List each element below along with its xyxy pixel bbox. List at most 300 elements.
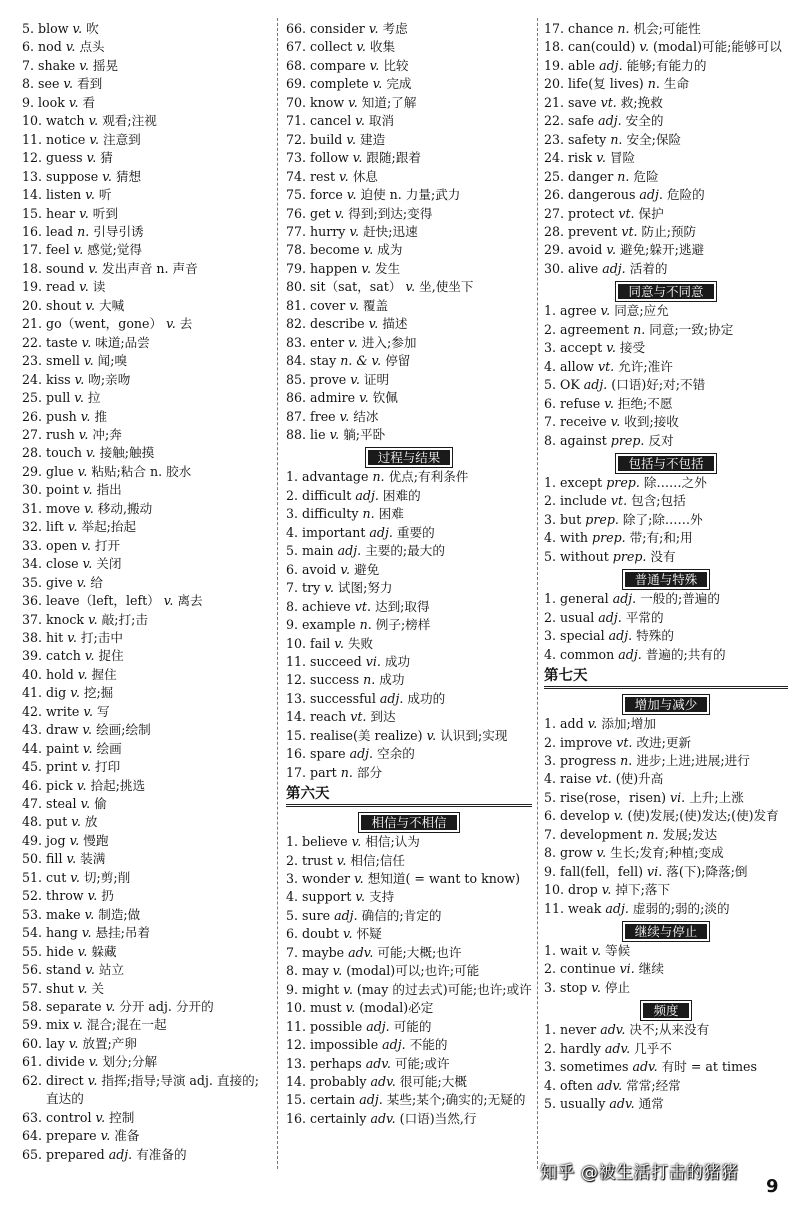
entry-number: 29. [22,463,43,479]
meaning: 同意;一致;协定 [649,321,734,337]
vocab-entry [286,524,532,542]
headword: might [302,981,340,997]
entry-text [42,241,270,259]
entry-number: 3. [286,506,299,522]
entry-text [306,408,532,426]
entry-number: 19. [544,57,565,73]
entry-number: 12. [22,150,43,166]
part-of-speech: v. [606,340,616,356]
meaning: 装满 [80,851,106,867]
entry-number: 36. [22,593,43,609]
headword: listen [46,187,82,203]
vocab-entry [544,432,788,450]
vocab-entry [22,444,270,462]
headword: main [302,543,334,559]
entry-number: 60. [22,1035,43,1051]
headword: go（went，gone） [46,316,163,332]
part-of-speech: v. [67,629,77,645]
headword: stay [310,353,337,369]
meaning: (may 的过去式)可能;也许;或许 [356,981,532,997]
headword: taste [46,334,78,350]
meaning: 冲;奔 [92,426,122,442]
entry-number: 57. [22,980,43,996]
part-of-speech: v. [361,260,371,276]
meaning: 没有 [650,548,676,564]
vocab-entry [22,869,270,887]
part-of-speech: v. [426,727,437,743]
entry-text [556,590,788,608]
part-of-speech: v. [68,1035,79,1051]
headword: lift [46,519,64,535]
vocab-entry [286,745,532,763]
entry-number: 23. [22,353,43,369]
entry-text [42,998,270,1016]
meaning: 结冰 [353,408,379,424]
meaning: 绘画 [96,740,122,756]
meaning: 能够;有能力的 [626,57,707,73]
entry-number: 26. [544,187,565,203]
entry-number: 3. [544,752,557,768]
headword: raise [560,771,592,787]
meaning: 保护 [638,205,664,221]
meaning: 改进;更新 [636,734,692,750]
headword: receive [560,414,607,430]
entry-text [298,487,532,505]
vocab-entry [544,627,788,645]
entry-number: 4. [544,530,557,546]
entry-text [42,481,270,499]
meaning: 支持 [369,889,395,905]
entry-text [306,149,532,167]
section-title: 增加与减少 [623,695,710,714]
headword: difficulty [302,506,359,522]
entry-number: 16. [22,223,43,239]
entry-number: 1. [544,1022,557,1038]
meaning: 看 [82,94,96,110]
entry-number: 24. [544,150,565,166]
meaning: 看到 [77,76,103,92]
headword: life(复 lives) [568,76,644,92]
part-of-speech: adj. [608,628,633,644]
part-of-speech: v. [600,303,611,319]
vocab-entry [22,850,270,868]
headword: cut [46,869,67,885]
meaning: 准备 [114,1128,140,1144]
part-of-speech: v. [343,981,353,997]
headword: control [46,1109,92,1125]
entry-number: 25. [544,168,565,184]
headword: perhaps [310,1055,362,1071]
vocab-entry [22,721,270,739]
entry-number: 6. [544,808,557,824]
meaning: 生命 [663,76,690,92]
section-title: 继续与停止 [623,922,710,941]
entry-text [42,518,270,536]
entry-text [298,561,532,579]
entry-number: 1. [544,303,557,319]
entry-text [556,1095,788,1113]
meaning: 去 [179,316,193,332]
headword: often [560,1077,593,1093]
entry-number: 21. [544,94,565,110]
meaning: 覆盖 [362,297,389,313]
vocab-entry [544,529,788,547]
entry-number: 6. [22,39,35,55]
section-heading [544,1000,788,1018]
headword: suppose [46,168,99,184]
entry-text [298,598,532,616]
section-title: 普通与特殊 [623,570,710,589]
entry-number: 54. [22,925,43,941]
entry-number: 3. [544,1059,557,1075]
meaning: 打印 [94,759,121,775]
vocab-entry [286,727,532,745]
vocab-entry [286,315,532,333]
entry-text [42,647,270,665]
meaning: 敲;打;击 [101,611,148,627]
part-of-speech: adj. [598,609,622,625]
headword: prepared [46,1146,105,1162]
part-of-speech: v. [363,242,374,258]
part-of-speech: adv. [609,1096,635,1112]
headword: support [302,889,352,905]
entry-number: 28. [22,445,43,461]
entry-text [306,112,532,130]
entry-text [42,592,270,610]
vocab-entry [544,321,788,339]
meaning: 试图;努力 [337,580,393,596]
headword: usually [560,1096,606,1112]
entry-text [298,852,532,870]
headword: special [560,628,605,644]
headword: without [560,548,609,564]
entry-number: 38. [22,629,43,645]
vocab-entry [286,389,532,407]
meaning: 分开 adj. 分开的 [119,999,214,1015]
entry-text [42,574,270,592]
headword: hear [46,205,76,221]
meaning: 猜想 [115,168,142,184]
vocab-column-3 [544,20,788,1114]
vocab-entry [286,907,532,925]
entry-text [42,537,270,555]
headword: knock [46,611,85,627]
headword: wait [560,943,588,959]
part-of-speech: v. [84,500,94,516]
meaning: 比较 [383,57,409,73]
headword: doubt [302,926,339,942]
vocab-entry [286,334,532,352]
section-title: 同意与不同意 [616,282,715,301]
meaning: 相信;认为 [365,834,420,850]
headword: nod [38,39,62,55]
entry-number: 22. [544,113,565,129]
entry-text [42,186,270,204]
entry-number: 7. [286,944,299,960]
entry-number: 11. [286,1018,307,1034]
vocab-entry [286,278,532,296]
entry-number: 18. [544,39,565,55]
meaning: 生长;发育;种植;变成 [610,845,724,861]
vocab-entry [286,75,532,93]
meaning: 读 [92,279,106,295]
part-of-speech: v. [69,832,80,848]
entry-number: 1. [286,469,299,485]
entry-text [306,131,532,149]
part-of-speech: v. [356,39,366,55]
entry-number: 33. [22,537,43,553]
meaning: 某些;某个;确实的;无疑的 [386,1092,526,1108]
headword: enter [310,334,345,350]
entry-number: 67. [286,39,307,55]
part-of-speech: n. [646,826,659,842]
entry-number: 32. [22,519,43,535]
vocab-entry [22,574,270,592]
entry-number: 55. [22,943,43,959]
entry-text [42,629,270,647]
entry-text [298,870,532,888]
entry-number: 14. [286,1074,307,1090]
entry-number: 26. [22,408,43,424]
meaning: 活着的 [629,260,668,276]
vocab-entry [544,112,788,130]
headword: follow [310,150,349,166]
part-of-speech: adv. [370,1074,396,1090]
entry-number: 1. [544,716,557,732]
section-heading [544,694,788,712]
headword: guess [46,150,83,166]
entry-number: 9. [544,863,557,879]
vocab-entry [544,395,788,413]
meaning: 大喊 [99,297,125,313]
entry-text [556,395,788,413]
part-of-speech: v. [596,845,607,861]
entry-number: 35. [22,574,43,590]
entry-text [556,358,788,376]
headword: risk [568,150,593,166]
entry-text [42,924,270,942]
entry-number: 31. [22,500,43,516]
meaning: 上升;上涨 [689,789,744,805]
entry-text [306,205,532,223]
vocab-entry [544,131,788,149]
headword: must [310,1000,342,1016]
part-of-speech: v. [84,906,95,922]
vocab-entry [286,598,532,616]
vocab-entry [286,708,532,726]
headword: rush [46,426,75,442]
entry-text [564,20,788,38]
meaning: 跟随;跟着 [366,150,421,166]
part-of-speech: adj. [359,1092,383,1108]
entry-text [556,715,788,733]
vocab-entry [22,1035,270,1053]
entry-number: 22. [22,334,43,350]
entry-text [42,1072,270,1109]
entry-text [564,241,788,259]
entry-text [42,463,270,481]
headword: maybe [302,944,345,960]
meaning: 混合;混在一起 [86,1017,167,1033]
entry-number: 6. [286,561,299,577]
headword: blow [38,21,69,36]
part-of-speech: vt. [610,493,628,509]
entry-number: 66. [286,21,307,36]
vocab-entry [22,1016,270,1034]
headword: can(could) [568,39,636,55]
entry-number: 4. [544,771,557,787]
part-of-speech: adj. [369,524,393,540]
headword: lie [310,426,326,442]
part-of-speech: adj. [379,690,404,706]
part-of-speech: v. [81,334,92,350]
headword: agreement [560,321,630,337]
entry-number: 42. [22,703,43,719]
meaning: 困难 [378,506,404,522]
vocab-column-1 [22,20,270,1164]
meaning: 观看;注视 [102,113,157,129]
vocab-entry [544,1021,788,1039]
entry-text [556,646,788,664]
entry-number: 5. [286,543,299,559]
entry-text [298,907,532,925]
vocab-entry [22,334,270,352]
vocab-entry [544,548,788,566]
meaning: 部分 [356,764,383,780]
meaning: 安全;保险 [626,131,682,147]
entry-text [306,38,532,56]
part-of-speech: adv. [604,1040,631,1056]
part-of-speech: v. [83,703,94,719]
headword: complete [310,76,369,92]
headword: open [46,537,78,553]
entry-text [34,20,270,38]
part-of-speech: v. [102,168,112,184]
part-of-speech: adv. [596,1077,623,1093]
vocab-entry [286,1110,532,1128]
entry-number: 34. [22,556,43,572]
entry-text [556,511,788,529]
entry-text [564,168,788,186]
vocab-entry [286,112,532,130]
headword: believe [302,834,348,850]
meaning: 听到 [92,205,118,221]
meaning: 想知道( = want to know) [367,871,521,887]
meaning: 迫使 n. 力量;武力 [360,187,461,203]
vocab-entry [22,666,270,684]
headword: improve [560,734,613,750]
vocab-entry [22,611,270,629]
headword: usual [560,609,595,625]
headword: realise(美 realize) [310,727,423,743]
entry-text [42,444,270,462]
vocab-entry [286,635,532,653]
entry-number: 9. [22,94,35,110]
meaning: 得到;到达;变得 [348,205,433,221]
vocab-entry [22,94,270,112]
meaning: 证明 [363,371,390,387]
entry-number: 7. [286,580,299,596]
vocab-entry [22,463,270,481]
headword: describe [310,316,365,332]
entry-text [298,524,532,542]
headword: hit [46,629,64,645]
part-of-speech: v. [368,21,379,36]
vocab-entry [286,1036,532,1054]
part-of-speech: v. [348,334,358,350]
vocab-entry [22,260,270,278]
meaning: 避免;躲开;逃避 [619,242,705,258]
vocab-entry [544,376,788,394]
entry-text [42,389,270,407]
entry-text [42,777,270,795]
entry-number: 65. [22,1146,43,1162]
headword: lay [46,1035,65,1051]
entry-text [42,832,270,850]
entry-number: 5. [286,907,299,923]
entry-number: 1. [286,834,299,850]
part-of-speech: v. [86,150,97,166]
vocab-entry [22,389,270,407]
entry-text [306,371,532,389]
entry-text [564,38,788,56]
entry-number: 4. [544,646,557,662]
vocab-entry [22,426,270,444]
headword: hide [46,943,74,959]
entry-number: 8. [286,598,299,614]
entry-number: 71. [286,113,307,129]
part-of-speech: v. [77,463,88,479]
entry-number: 21. [22,316,43,332]
entry-number: 1. [544,474,557,490]
vocab-entry [22,555,270,573]
vocab-entry [286,223,532,241]
meaning: 危险 [633,168,659,184]
vocab-entry [544,260,788,278]
headword: cancel [310,113,352,129]
entry-text [564,75,788,93]
entry-text [298,579,532,597]
entry-text [306,727,532,745]
meaning: 成功的 [407,690,446,706]
part-of-speech: n. & v. [340,353,382,369]
vocab-entry [22,205,270,223]
entry-text [306,315,532,333]
entry-text [42,721,270,739]
entry-number: 8. [22,76,35,92]
entry-number: 10. [286,1000,307,1016]
entry-text [556,1040,788,1058]
meaning: 捉住 [98,648,124,664]
meaning: 普遍的;共有的 [645,646,726,662]
vocab-entry [286,352,532,370]
entry-number: 77. [286,223,307,239]
entry-text [42,961,270,979]
part-of-speech: v. [340,561,350,577]
headword: progress [560,752,617,768]
part-of-speech: v. [85,962,95,978]
meaning: 可能;大概;也许 [377,944,462,960]
part-of-speech: v. [639,39,650,55]
headword: advantage [302,469,369,485]
meaning: 虚弱的;弱的;淡的 [632,900,730,916]
part-of-speech: v. [166,316,176,332]
entry-text [306,1073,532,1091]
entry-text [564,94,788,112]
headword: avoid [568,242,603,258]
headword: consider [310,21,365,36]
vocab-entry [22,278,270,296]
